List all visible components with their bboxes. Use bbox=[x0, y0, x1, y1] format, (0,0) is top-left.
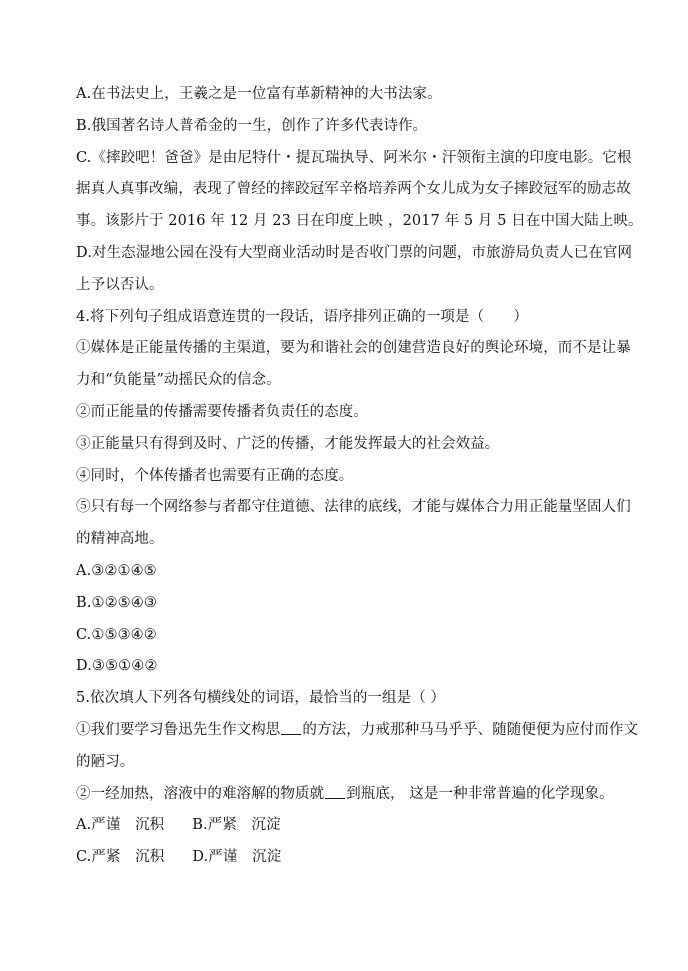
q5-s2-part-a: ②一经加热，溶液中的难溶解的物质就 bbox=[76, 785, 325, 802]
fill-blank-2 bbox=[325, 784, 345, 799]
q4-option-c: C.①⑤③④② bbox=[76, 626, 157, 643]
q4-sentence-1-line-2: 力和“负能量”动摇民众的信念。 bbox=[76, 372, 281, 389]
option-a-line: A.在书法史上，王羲之是一位富有革新精神的大书法家。 bbox=[76, 86, 442, 102]
q4-sentence-1-line-1: ①媒体是正能量传播的主渠道，要为和谐社会的创建营造良好的舆论环境，而不是让暴 bbox=[76, 340, 631, 357]
fill-blank-1 bbox=[281, 720, 301, 735]
q4-option-b: B.①②⑤④③ bbox=[76, 594, 157, 611]
option-c-line-1: C.《摔跤吧！爸爸》是由尼特什・提瓦瑞执导、阿米尔・汗领衔主演的印度电影。它根 bbox=[76, 149, 632, 166]
q4-sentence-5-line-1: ⑤只有每一个网络参与者都守住道德、法律的底线，才能与媒体合力用正能量坚固人们 bbox=[76, 499, 631, 516]
q4-sentence-5-line-2: 的精神高地。 bbox=[76, 531, 164, 548]
option-c-line-3: 事。该影片于 2016 年 12 月 23 日在印度上映 ，2017 年 5 月 5 日在中国大陆上映。 bbox=[76, 213, 643, 230]
q4-sentence-2: ②而正能量的传播需要传播者负责任的态度。 bbox=[76, 403, 368, 420]
document-body bbox=[76, 79, 643, 874]
q4-sentence-4: ④同时，个体传播者也需要有正确的态度。 bbox=[76, 467, 354, 484]
q5-s1-part-b: 的方法，力戒那种马马乎乎、随随便便为应付而作文 bbox=[302, 721, 639, 738]
q5-s2-part-b: 到瓶底， 这是一种非常普遍的化学现象。 bbox=[346, 785, 614, 802]
q5-option-b: B.严紧 沉淀 bbox=[192, 817, 281, 834]
q5-sentence-2 bbox=[76, 779, 616, 811]
q4-sentence-3: ③正能量只有得到及时、广泛的传播，才能发挥最大的社会效益。 bbox=[76, 435, 500, 452]
option-d-line-2: 上予以否认。 bbox=[76, 276, 164, 293]
q5-s1-part-a: ①我们要学习鲁迅先生作文构思 bbox=[76, 721, 281, 738]
q5-option-d: D.严谨 沉淀 bbox=[192, 849, 282, 866]
question-4-title: 4.将下列句子组成语意连贯的一段话，语序排列正确的一项是（ ） bbox=[76, 308, 529, 325]
option-b-line: B.俄国著名诗人普希金的一生，创作了许多代表诗作。 bbox=[76, 117, 428, 134]
q5-option-c: C.严紧 沉积 bbox=[76, 849, 165, 866]
question-5-title: 5.依次填人下列各句横线处的词语，最恰当的一组是（ ） bbox=[76, 690, 446, 707]
q4-option-d: D.③⑤①④② bbox=[76, 658, 158, 675]
q4-option-a: A.③②①④⑤ bbox=[76, 562, 157, 579]
option-d-line-1: D.对生态湿地公园在没有大型商业活动时是否收门票的问题，市旅游局负责人已在官网 bbox=[76, 244, 633, 261]
q5-options-row-1 bbox=[76, 810, 616, 842]
q5-options-row-2 bbox=[76, 842, 616, 874]
q5-option-a: A.严谨 沉积 bbox=[76, 817, 165, 834]
q5-sentence-1-line-1 bbox=[76, 715, 639, 747]
option-c-line-2: 据真人真事改编，表现了曾经的摔跤冠军辛格培养两个女儿成为女子摔跤冠军的励志故 bbox=[76, 181, 631, 198]
q5-sentence-1-line-2: 的陋习。 bbox=[76, 753, 135, 770]
